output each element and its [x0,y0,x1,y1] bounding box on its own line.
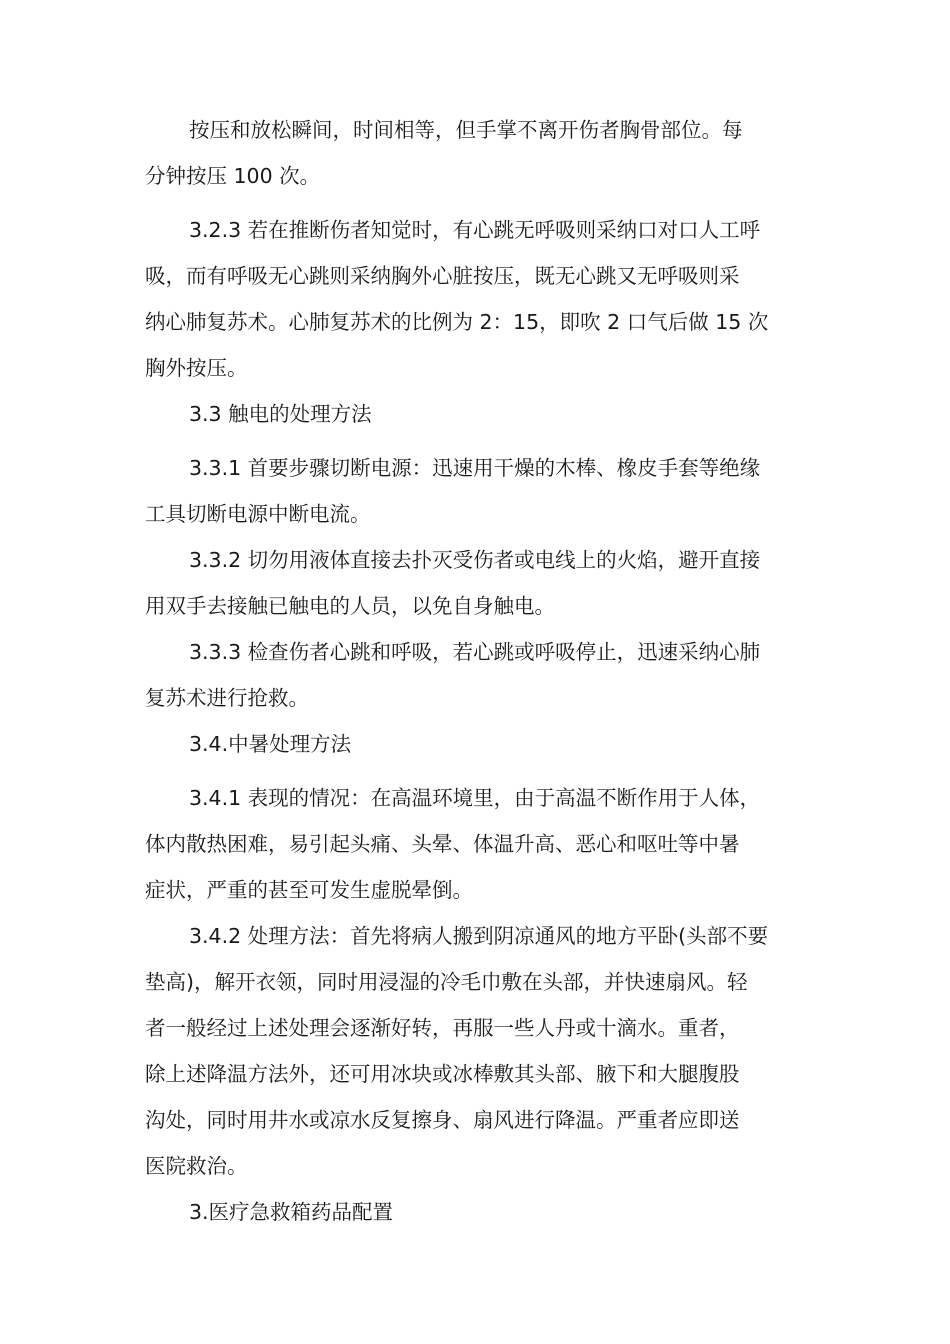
paragraph-line: 垫高)，解开衣领，同时用浸湿的冷毛巾敷在头部，并快速扇风。轻 [145,970,748,994]
paragraph-line: 复苏术进行抢救。 [145,686,309,710]
paragraph-line: 胸外按压。 [145,356,248,380]
paragraph-first-line: 3.3 触电的处理方法 [189,402,372,426]
paragraph-line: 者一般经过上述处理会逐渐好转，再服一些人丹或十滴水。重者， [145,1016,740,1040]
paragraph-line: 医院救治。 [145,1154,248,1178]
paragraph-line: 用双手去接触已触电的人员，以免自身触电。 [145,594,555,618]
paragraph-first-line: 3.3.2 切勿用液体直接去扑灭受伤者或电线上的火焰，避开直接 [189,548,761,572]
paragraph-line: 纳心肺复苏术。心肺复苏术的比例为 2：15，即吹 2 口气后做 15 次 [145,310,769,334]
paragraph-first-line: 按压和放松瞬间，时间相等，但手掌不离开伤者胸骨部位。每 [189,118,743,142]
paragraph-line: 体内散热困难，易引起头痛、头晕、体温升高、恶心和呕吐等中暑 [145,832,740,856]
paragraph-first-line: 3.4.中暑处理方法 [189,732,352,756]
paragraph-line: 症状，严重的甚至可发生虚脱晕倒。 [145,878,473,902]
paragraph-line: 沟处，同时用井水或凉水反复擦身、扇风进行降温。严重者应即送 [145,1108,740,1132]
paragraph-first-line: 3.2.3 若在推断伤者知觉时，有心跳无呼吸则采纳口对口人工呼 [189,218,761,242]
paragraph-first-line: 3.4.1 表现的情况：在高温环境里，由于高温不断作用于人体， [189,786,761,810]
paragraph-line: 吸，而有呼吸无心跳则采纳胸外心脏按压，既无心跳又无呼吸则采 [145,264,740,288]
paragraph-first-line: 3.3.3 检查伤者心跳和呼吸，若心跳或呼吸停止，迅速采纳心肺 [189,640,761,664]
paragraph-line: 分钟按压 100 次。 [145,164,321,188]
paragraph-line: 工具切断电源中断电流。 [145,502,371,526]
paragraph-first-line: 3.3.1 首要步骤切断电源：迅速用干燥的木棒、橡皮手套等绝缘 [189,456,761,480]
paragraph-first-line: 3.医疗急救箱药品配置 [189,1200,394,1224]
paragraph-line: 除上述降温方法外，还可用冰块或冰棒敷其头部、腋下和大腿腹股 [145,1062,740,1086]
paragraph-first-line: 3.4.2 处理方法：首先将病人搬到阴凉通风的地方平卧(头部不要 [189,924,769,948]
